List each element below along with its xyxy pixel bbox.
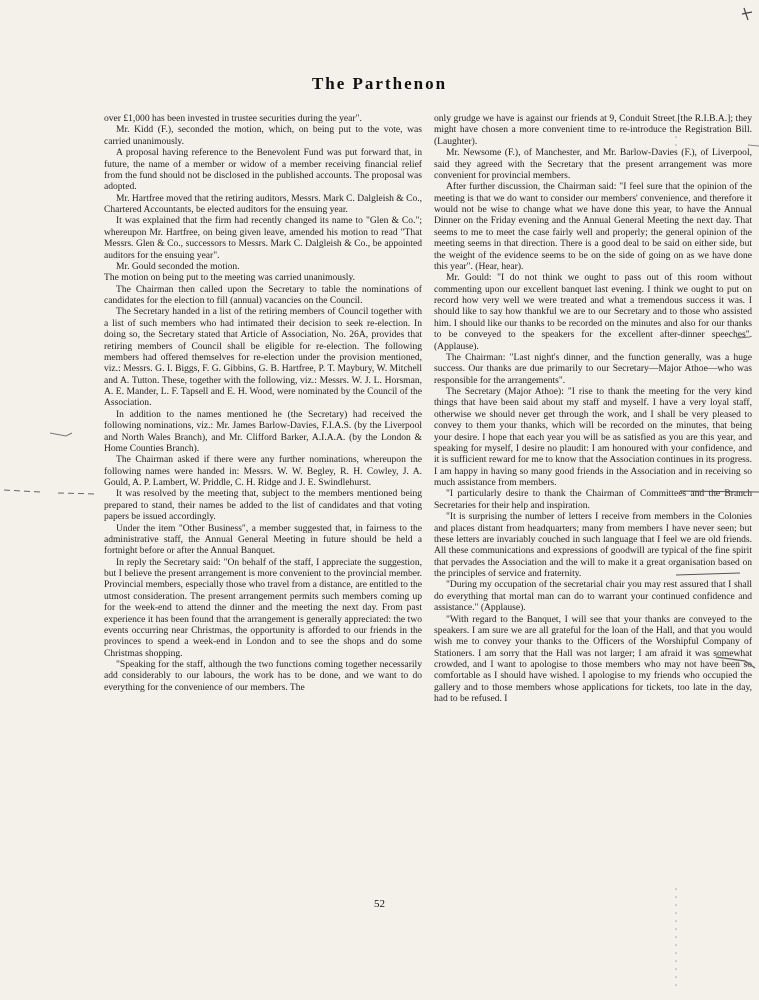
right-column xyxy=(434,113,752,705)
paragraph: Mr. Hartfree moved that the retiring auditors, Messrs. Mark C. Dalgleish & Co., Chartered Accountants, be elected auditors for the ensuing year. xyxy=(104,192,422,215)
paragraph: "I particularly desire to thank the Chairman of Committees and the Branch Secretaries for their help and inspiration. xyxy=(434,488,752,511)
paragraph: In reply the Secretary said: "On behalf of the staff, I appreciate the suggestion, but I believe the present arrangement is more convenient to the provincial member. Provincial members, especially those who travel from a distance, are entitled to the utmost consideration. The present arrangement permits such members coming up for the week-end to attend the dinner and the meeting the next day. From past experience it has been found that the arrangement is generally appreciated: the two events occurring near Christmas, the opportunity is afforded to our friends in the provinces to spend a week-end in London and to see the shops and do some Christmas shopping. xyxy=(104,556,422,659)
paragraph: "It is surprising the number of letters I receive from members in the Colonies and places distant from headquarters; many from members I have never seen; but these letters are invariably couched in such language that I feel we are old friends. All these communications and expressions of goodwill are typical of the fine spirit that pervades the Association and the will to make it a great organisation based on the principles of service and fraternity. xyxy=(434,511,752,579)
page-number: 52 xyxy=(374,898,385,910)
paragraph: The motion on being put to the meeting was carried unanimously. xyxy=(104,272,355,284)
paragraph: only grudge we have is against our friends at 9, Conduit Street [the R.I.B.A.]; they might have chosen a more convenient time to re-introduce the Registration Bill. (Laughter). xyxy=(434,113,752,147)
paragraph: The Secretary (Major Athoe): "I rise to thank the meeting for the very kind things that have been said about my staff and myself. I have a very loyal staff, otherwise we should never get through the work, and I shall be very pleased to convey to them your thanks, which will be recorded on the minutes, that being your desire. I hope that each year you will be as satisfied as you are this year, and speaking for myself, I desire no plaudit: I am honoured with your confidence, and it is sufficient reward for me to know that the Association continues in its progress. I am happy in having so many good friends in the Association and in receiving so much assistance from members. xyxy=(434,386,752,488)
paragraph: After further discussion, the Chairman said: "I feel sure that the opinion of the meeting is that we do want to consider our members' convenience, and therefore it would not be wise to change what we have done this year, to have the Annual Dinner on the Friday evening and the Annual General Meeting the next day. That seems to me to meet the case fairly well and properly; the general opinion of the meeting seems in that direction. There is a good deal to be said on either side, but the weight of the evidence seems to be on the side of going on as we have done this year". (Hear, hear). xyxy=(434,181,752,272)
page-title: The Parthenon xyxy=(311,74,448,93)
corner-mark xyxy=(742,8,752,20)
margin-dash-mark xyxy=(4,490,96,494)
paragraph: "With regard to the Banquet, I will see that your thanks are conveyed to the speakers. I am sure we are all grateful for the loan of the Hall, and that you would wish me to convey your thanks to the Officers of the Worshipful Company of Stationers. I am sorry that the Hall was not larger; I am afraid it was somewhat crowded, and I want to apologise to those members who may not have been so comfortable as I should have wished. I apologise to my friends who occupied the gallery and to those members whose applications for tickets, too late in the day, had to be refused. I xyxy=(434,613,752,705)
margin-tick-mark xyxy=(50,433,72,436)
paragraph: Mr. Kidd (F.), seconded the motion, which, on being put to the vote, was carried unanimously. xyxy=(104,124,422,147)
paragraph: In addition to the names mentioned he (the Secretary) had received the following nominations, viz.: Mr. James Barlow-Davies, F.I.A.S. (by the Liverpool and North Wales Branch), and Mr. Clifford Barker, A.I.A.A. (by the London & Home Counties Branch). xyxy=(104,408,422,454)
paragraph: A proposal having reference to the Benevolent Fund was put forward that, in future, the name of a member or widow of a member receiving financial relief from the fund should not be disclosed in the published accounts. The proposal was adopted. xyxy=(104,147,422,193)
paragraph: over £1,000 has been invested in trustee securities during the year". xyxy=(104,113,362,124)
paragraph: It was explained that the firm had recently changed its name to "Glen & Co."; whereupon Mr. Hartfree, on being given leave, amended his motion to read "That Messrs. Glen & Co., successors to Messrs. Mark C. Dalgleish & Co., be appointed auditors for the ensuing year". xyxy=(104,215,422,261)
paragraph: The Chairman: "Last night's dinner, and the function generally, was a huge success. Our thanks are due primarily to our Secretary—Major Athoe—who was responsible for the arrangements". xyxy=(434,351,752,386)
paragraph: "During my occupation of the secretarial chair you may rest assured that I shall do everything that mortal man can do to warrant your continued confidence and assistance." (Applause). xyxy=(434,579,752,614)
paragraph: The Secretary handed in a list of the retiring members of Council together with a list of such members who had intimated their decision to seek re-election. In doing so, the Secretary stated that Article of Association, No. 26A, provides that retiring members of Council shall be eligible for re-election. The following members had offered themselves for re-election under the provision mentioned, viz.: Messrs. G. I. Biggs, F. G. Gibbins, G. B. Hartfree, P. T. Maybury, W. Mitchell and A. Tutton. These, together with the following, viz.: Messrs. W. J. L. Horsman, A. E. Mander, L. F. Tapsell and E. H. Wood, were nominated by the Council of the Association. xyxy=(104,306,422,409)
left-column xyxy=(104,113,422,693)
paragraph: Under the item "Other Business", a member suggested that, in fairness to the administrative staff, the Annual General Meeting in future should be held a fortnight before or after the Annual Banquet. xyxy=(104,522,422,557)
paragraph: Mr. Gould seconded the motion. xyxy=(116,260,240,272)
paragraph: The Chairman asked if there were any further nominations, whereupon the following names were handed in: Messrs. W. W. Begley, R. H. Cowley, J. A. Gould, A. P. Lambert, W. Priddle, C. H. Ridge and J. E. Swindlehurst. xyxy=(104,454,422,488)
paragraph: The Chairman then called upon the Secretary to table the nominations of candidates for the election to fill (annual) vacancies on the Council. xyxy=(104,283,422,306)
paragraph: Mr. Gould: "I do not think we ought to pass out of this room without commenting upon our excellent banquet last evening. I think we ought to put on record how very well we were treated and what a tremendous success it was. I should like to say how thankful we are to our Secretary and to those who assisted him. I should like our thanks to be recorded on the minutes and also for our thanks to be conveyed to the speakers for the excellent after-dinner speeches". (Applause). xyxy=(434,272,752,352)
paragraph: "Speaking for the staff, although the two functions coming together necessarily add considerably to our labours, the work has to be done, and we want to do everything for the convenience of our members. The xyxy=(104,659,422,693)
paragraph: Mr. Newsome (F.), of Manchester, and Mr. Barlow-Davies (F.), of Liverpool, said they agreed with the Secretary that the present arrangement was more convenient for provincial members. xyxy=(434,147,752,181)
paragraph: It was resolved by the meeting that, subject to the members mentioned being prepared to stand, their names be added to the list of candidates and that voting papers be issued accordingly. xyxy=(104,488,422,523)
